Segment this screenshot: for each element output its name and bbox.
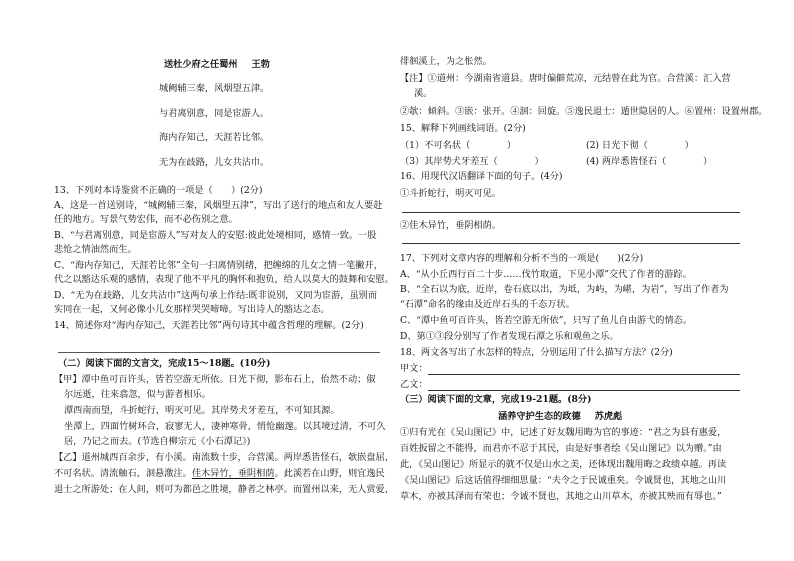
passage-jia-line-5: 居，乃记之而去。(节选自柳宗元《小石潭记》): [64, 436, 251, 447]
q18-yi-label: 乙文：: [400, 379, 428, 390]
q13-option-c-line-2: 代之以豁达乐观的感情，表现了他不平凡的胸怀和抱负，给人以莫大的鼓舞和安慰。: [54, 274, 394, 285]
answer-blank-line: [428, 390, 740, 391]
q17-option-c: C、“潭中鱼可百许头，皆若空游无所依”，只写了鱼儿自由游弋的情态。: [400, 315, 693, 326]
q15-item-3: （3）其岸势犬牙差互（ ）: [400, 156, 544, 167]
q16-sentence-2: ②佳木异竹，垂阴相荫。: [400, 220, 502, 231]
poem-line-4: 无为在歧路，儿女共沾巾。: [159, 157, 270, 168]
q15-stem: 15、解释下列画线词语。(2分): [400, 123, 526, 134]
passage-yi-line-2: 不可名状。清流触石，洄悬激注。佳木异竹，垂阴相荫。此溪若在山野，则宜逸民: [54, 468, 385, 479]
notes-line-2: 溪。: [414, 88, 433, 99]
notes-line-3: ②欹：倾斜。③嵌：张开。④洄：回旋。⑤逸民退士：遁世隐居的人。⑥置州：设置州郡。: [400, 106, 768, 117]
q13-option-b-line-2: 悲怆之情油然而生。: [54, 244, 137, 255]
q15-item-2: (2) 日光下彻（ ）: [586, 140, 694, 151]
q18-stem: 18、两文各写出了水怎样的特点，分别运用了什么描写方法？(2分): [400, 347, 673, 358]
q17-stem: 17、下列对文章内容的理解和分析不当的一项是( )(2分): [400, 253, 644, 264]
q18-jia-label: 甲文：: [400, 363, 428, 374]
q15-item-4: (4) 两岸悉皆怪石（ ）: [586, 156, 713, 167]
notes-line-1: 【注】①道州：今湖南省道县。唐时偏僻荒凉，元结曾在此为官。合营溪：汇入营: [400, 73, 731, 84]
passage-jia-line-4: 坐潭上，四面竹树环合，寂寥无人，凄神寒骨，悄怆幽邃。以其境过清，不可久: [64, 421, 386, 432]
article-author: 苏虎彪: [594, 411, 623, 422]
q13-option-b-line-1: B、“与君离别意，同是宦游人”写对友人的安慰:彼此处境相同，感情一致。一股: [54, 230, 377, 241]
poem-author: 王勃: [251, 59, 270, 70]
q16-stem: 16、用现代汉语翻译下面的句子。(4分): [400, 171, 563, 182]
q17-option-b-line-1: B、“全石以为底，近岸，卷石底以出，为坻，为屿，为嵁，为岩”，写出了作者为: [400, 284, 729, 295]
q13-option-a-line-2: 任的地方。写景气势宏伟，而不必伤别之意。: [54, 214, 238, 225]
article-line-5: 草木，亦被其泽而有荣也；令诚不贤也，其地之山川草木，亦被其殃而有辱也。”: [400, 491, 722, 502]
q14-stem: 14、简述你对“海内存知己，天涯若比邻”两句诗其中蕴含哲理的理解。(2分): [54, 320, 364, 331]
q17-option-b-line-2: “石潭”命名的缘由及近岸石头的千态万状。: [400, 299, 575, 310]
article-title: 涵养守护生态的政德 苏虎彪: [498, 411, 623, 422]
q15-item-1: （1）不可名状（ ）: [400, 140, 517, 151]
passage-jia-line-1: 【甲】潭中鱼可百许头，皆若空游无所依。日光下彻，影布石上，佁然不动；俶: [54, 374, 376, 385]
passage-yi-line-3: 退士之所游处；在人间，则可为都邑之胜境，静者之林亭。而置州以来，无人赏爱，: [54, 484, 394, 495]
passage-yi-continuation: 徘徊溪上，为之怅然。: [400, 56, 492, 67]
article-line-3: 此，《吴山图记》所显示的就不仅是山水之美，还体现出魏用晦之政绩卓越。再读: [400, 459, 727, 470]
q13-option-d-line-1: D、“无为在歧路，儿女共沾巾”这两句承上作结:既非说别，又同为宦游，虽别而: [54, 290, 378, 301]
q13-stem: 13、下列对本诗鉴赏不正确的一项是（ ）(2分): [54, 185, 263, 196]
article-line-1: ①归有光在《吴山图记》中，记述了好友魏用晦为官的事迹：“君之为县有惠爱，: [400, 427, 727, 438]
article-line-4: 《吴山图记》后这话值得细细思量：“夫令之于民诚重矣。令诚贤也，其地之山川: [400, 475, 727, 486]
poem-line-2: 与君离别意，同是宦游人。: [159, 108, 270, 119]
poem-line-3: 海内存知己，天涯若比邻。: [159, 132, 270, 143]
answer-blank-line: [402, 243, 740, 244]
passage-jia-line-3: 潭西南而望，斗折蛇行，明灭可见。其岸势犬牙差互，不可知其源。: [64, 405, 340, 416]
section-2-heading: （二）阅读下面的文言文，完成15～18题。(10分): [58, 358, 271, 369]
section-3-heading: （三）阅读下面的文章，完成19-21题。(8分): [400, 394, 592, 405]
answer-divider-line: [58, 352, 380, 353]
article-line-2: 百姓扳留之不能得，而君亦不忍于其民，由是好事者绘《吴山图记》以为赠。”由: [400, 443, 722, 454]
q13-option-d-line-2: 实同在一起，又何必像小儿女那样哭哭啼啼。写出诗人的豁达之态。: [54, 304, 330, 315]
q13-option-a-line-1: A、这是一首送别诗，“城阙辅三秦，风烟望五津”，写出了送行的地点和友人要赴: [54, 200, 383, 211]
q13-option-c-line-1: C、“海内存知己，天涯若比邻”全句一扫离情别绪，把缠绵的儿女之情一笔撇开，: [54, 260, 383, 271]
answer-blank-line: [402, 212, 740, 213]
underlined-phrase: 佳木异竹，垂阴相荫: [191, 468, 275, 479]
q17-option-a: A、“从小丘西行百二十步……伐竹取道，下见小潭”交代了作者的游踪。: [400, 269, 692, 280]
poem-title: 送杜少府之任蜀州 王勃: [164, 59, 270, 70]
passage-jia-line-2: 尔远逝，往来翕忽，似与游者相乐。: [64, 389, 211, 400]
answer-blank-line: [428, 374, 740, 375]
q16-sentence-1: ①斗折蛇行，明灭可见。: [400, 188, 502, 199]
q17-option-d: D、第①③段分别写了作者发现石潭之乐和观鱼之乐。: [400, 331, 619, 342]
passage-yi-line-1: 【乙】道州城西百余步，有小溪。南流数十步，合营溪。两岸悉皆怪石，欹嵌盘屈，: [54, 452, 394, 463]
poem-line-1: 城阙辅三秦，风烟望五津。: [159, 83, 270, 94]
